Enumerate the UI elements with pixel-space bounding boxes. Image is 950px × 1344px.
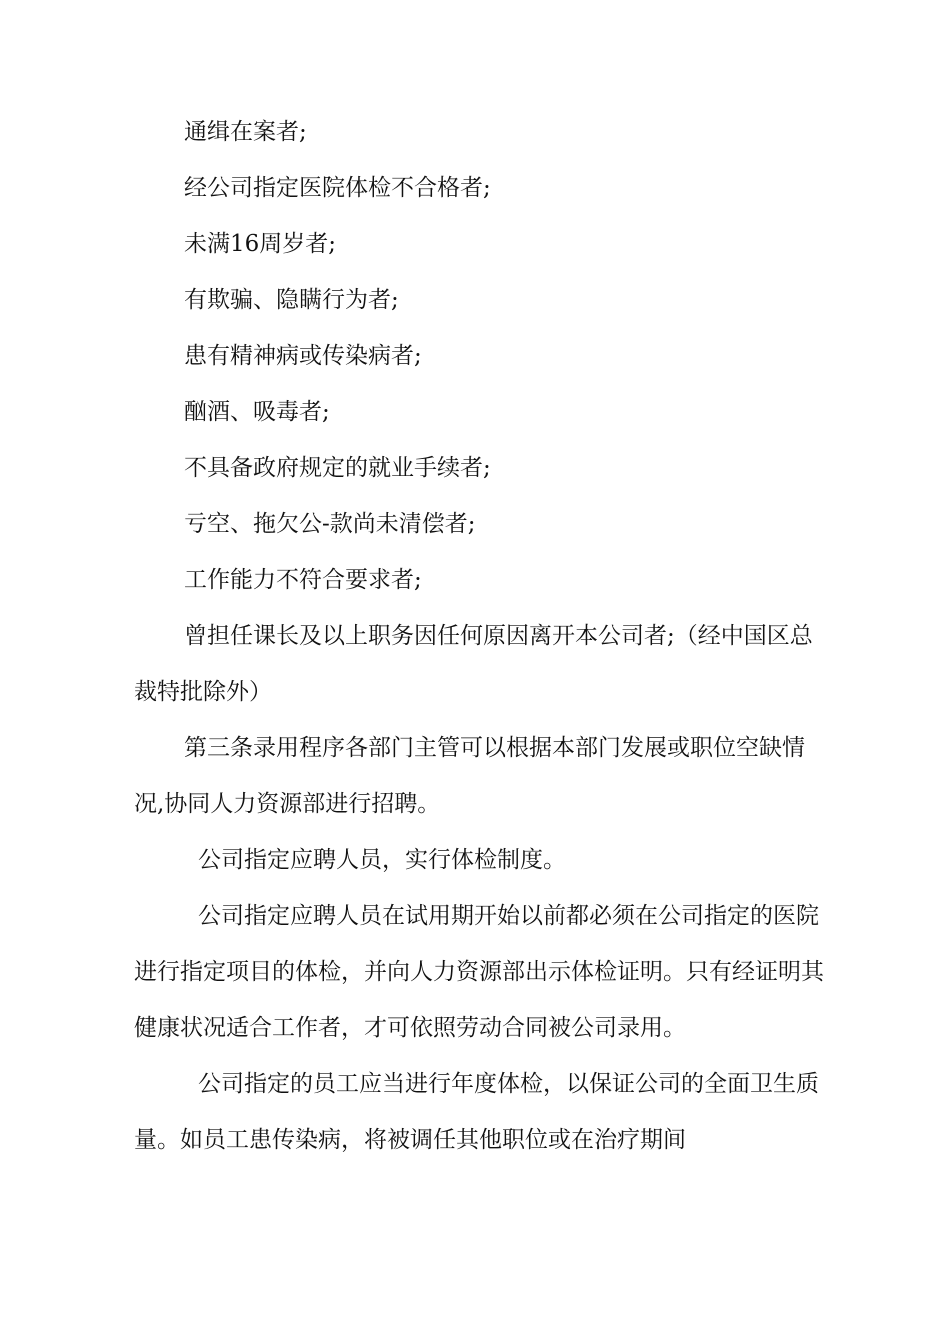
paragraph-3: 未满16周岁者; (184, 231, 337, 257)
paragraph-10: 曾担任课长及以上职务因任何原因离开本公司者;（经中国区总裁特批除外） (134, 623, 813, 705)
paragraph-13: 公司指定应聘人员在试用期开始以前都必须在公司指定的医院进行指定项目的体检，并向人力资源部出示体检证明。只有经证明其健康状况适合工作者，才可依照劳动合同被公司录用。 (134, 903, 824, 1041)
paragraph-6: 酗酒、吸毒者; (184, 399, 330, 425)
paragraph-7: 不具备政府规定的就业手续者; (184, 455, 491, 481)
document-body (134, 104, 834, 1168)
paragraph-4: 有欺骗、隐瞒行为者; (184, 287, 399, 313)
paragraph-1: 通缉在案者; (184, 119, 307, 145)
paragraph-9: 工作能力不符合要求者; (184, 567, 422, 593)
paragraph-8: 亏空、拖欠公-款尚未清偿者; (184, 511, 476, 537)
paragraph-5: 患有精神病或传染病者; (184, 343, 422, 369)
paragraph-12: 公司指定应聘人员，实行体检制度。 (198, 847, 566, 873)
paragraph-11: 第三条录用程序各部门主管可以根据本部门发展或职位空缺情况,协同人力资源部进行招聘。 (134, 735, 805, 817)
paragraph-2: 经公司指定医院体检不合格者; (184, 175, 491, 201)
paragraph-14: 公司指定的员工应当进行年度体检，以保证公司的全面卫生质量。如员工患传染病，将被调任其他职位或在治疗期间 (134, 1071, 819, 1153)
